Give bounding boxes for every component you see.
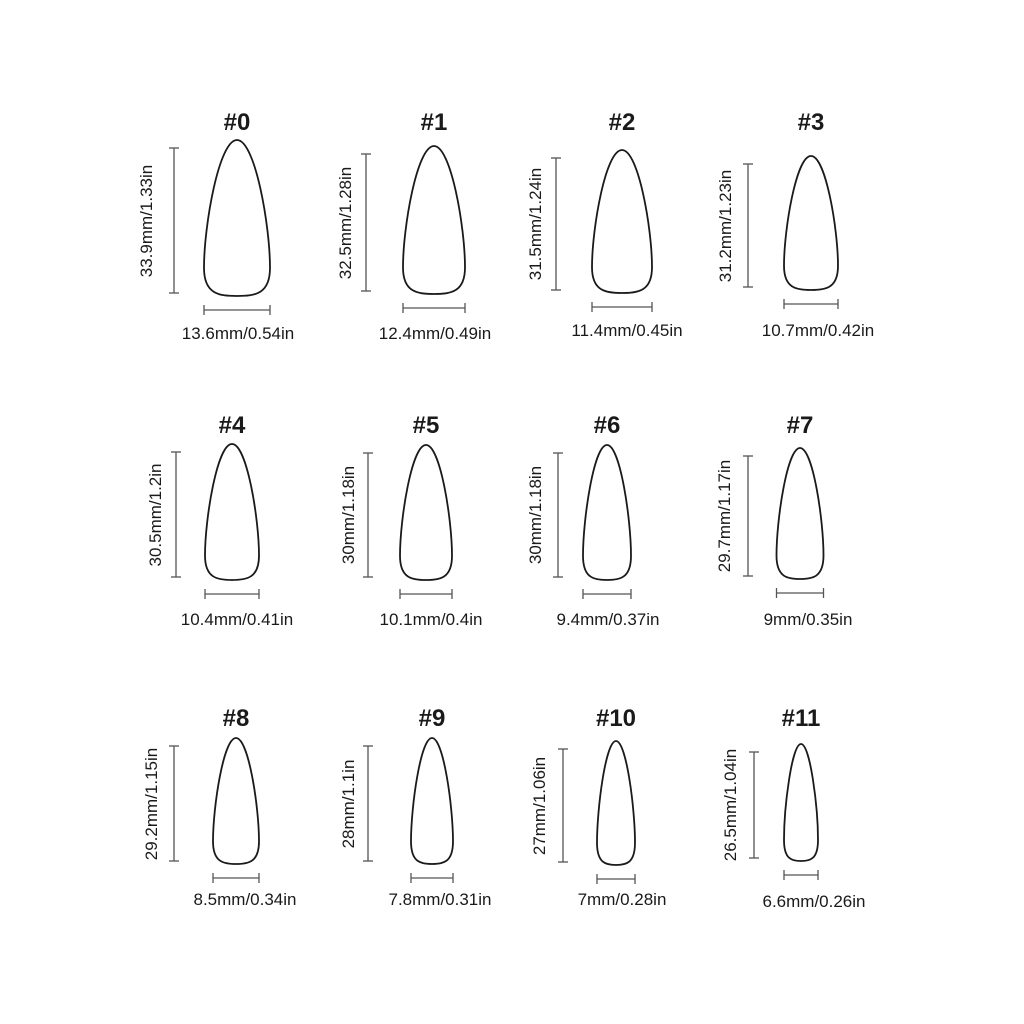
- nail-size-number: #5: [412, 412, 440, 439]
- nail-width-label: 6.6mm/0.26in: [762, 892, 866, 911]
- nail-size-number: #4: [218, 412, 246, 439]
- nail-width-label: 13.6mm/0.54in: [181, 324, 295, 343]
- nail-size-number: #8: [222, 705, 250, 732]
- nail-width-label: 10.4mm/0.41in: [180, 610, 294, 629]
- nail-height-label: 32.5mm/1.28in: [336, 166, 355, 279]
- nail-size-number: #2: [608, 109, 636, 136]
- nail-size-number: #6: [593, 412, 621, 439]
- nail-width-label: 10.1mm/0.4in: [379, 610, 483, 629]
- nail-height-label: 30mm/1.18in: [526, 465, 545, 565]
- nail-width-label: 9mm/0.35in: [763, 610, 853, 629]
- nail-outline: [777, 448, 824, 579]
- nail-size-number: #9: [418, 705, 446, 732]
- nail-outline: [213, 738, 259, 864]
- nail-size-number: #3: [797, 109, 825, 136]
- nail-outline: [411, 738, 453, 864]
- nail-size-number: #0: [223, 109, 251, 136]
- nail-width-label: 7.8mm/0.31in: [388, 890, 492, 909]
- nail-outline: [592, 150, 652, 293]
- nail-outline: [583, 445, 631, 580]
- nail-height-label: 30.5mm/1.2in: [146, 463, 165, 566]
- nail-outline: [400, 445, 452, 580]
- nail-width-label: 12.4mm/0.49in: [378, 324, 492, 343]
- nail-height-label: 26.5mm/1.04in: [721, 748, 740, 862]
- nail-outline: [784, 156, 838, 290]
- nail-outline: [204, 140, 270, 296]
- nail-height-label: 28mm/1.1in: [339, 759, 358, 848]
- nail-height-label: 33.9mm/1.33in: [137, 164, 156, 277]
- nail-outline: [784, 744, 818, 861]
- nail-size-number: #1: [420, 109, 448, 136]
- nail-height-label: 31.2mm/1.23in: [716, 169, 735, 282]
- nail-height-label: 29.2mm/1.15in: [142, 747, 161, 860]
- nail-size-number: #7: [786, 412, 814, 439]
- nail-size-number: #10: [595, 705, 637, 732]
- nail-height-label: 31.5mm/1.24in: [526, 167, 545, 281]
- nail-width-label: 9.4mm/0.37in: [556, 610, 660, 629]
- nail-outline: [205, 444, 259, 580]
- nail-height-label: 29.7mm/1.17in: [715, 459, 734, 573]
- nail-height-label: 30mm/1.18in: [339, 465, 358, 565]
- nail-width-label: 11.4mm/0.45in: [571, 321, 683, 340]
- nail-outline: [403, 146, 465, 294]
- nail-width-label: 7mm/0.28in: [577, 890, 667, 909]
- nail-height-label: 27mm/1.06in: [530, 756, 549, 855]
- nail-size-number: #11: [781, 705, 821, 732]
- nail-width-label: 10.7mm/0.42in: [761, 321, 875, 340]
- nail-outline: [597, 741, 635, 865]
- nail-width-label: 8.5mm/0.34in: [193, 890, 297, 909]
